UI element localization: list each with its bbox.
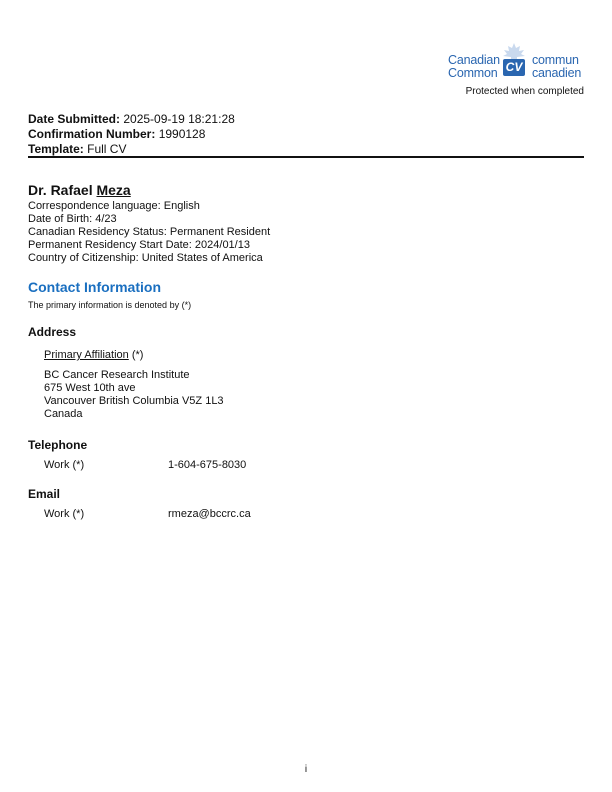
address-line: BC Cancer Research Institute [44,369,190,381]
primary-affiliation [44,349,143,361]
info-line: Canadian Residency Status: Permanent Resident [28,226,271,238]
telephone-row [44,459,247,471]
email-value: rmeza@bccrc.ca [168,508,251,520]
email-row [44,508,251,520]
page-number: i [304,764,308,775]
telephone-value: 1-604-675-8030 [168,459,247,471]
contact-info-heading: Contact Information [28,279,161,295]
template-value: Full CV [87,142,127,156]
logo-word-commun: commun [532,53,579,67]
submission-meta [28,112,235,157]
header-divider [28,156,584,158]
address-line: Vancouver British Columbia V5Z 1L3 [44,395,224,407]
canadian-common-cv-logo [448,42,588,86]
primary-note: The primary information is denoted by (*) [28,300,192,310]
address-line: Canada [44,408,83,420]
info-line: Date of Birth: 4/23 [28,213,117,225]
template-label: Template: [28,142,84,156]
logo-word-canadian: Canadian [448,53,500,67]
person-info [28,200,270,265]
primary-affiliation-label: Primary Affiliation [44,349,129,361]
primary-affiliation-mark: (*) [131,349,144,361]
person-surname: Meza [96,182,131,198]
date-submitted-label: Date Submitted: [28,112,121,126]
address-line: 675 West 10th ave [44,382,136,394]
info-line: Correspondence language: English [28,200,200,212]
person-name [28,182,131,198]
date-submitted-line [28,112,235,127]
confirmation-number-label: Confirmation Number: [28,127,156,141]
email-label: Work (*) [44,508,85,520]
date-submitted-value: 2025-09-19 18:21:28 [123,112,235,126]
protected-note: Protected when completed [465,86,584,97]
person-title-first: Dr. Rafael [28,182,93,198]
template-line [28,142,235,157]
logo-cv-mark: CV [503,59,525,76]
address-block [44,369,224,421]
info-line: Permanent Residency Start Date: 2024/01/13 [28,239,250,251]
logo-word-canadien: canadien [532,66,582,80]
telephone-label: Work (*) [44,459,85,471]
email-heading: Email [28,487,61,501]
info-line: Country of Citizenship: United States of America [28,252,263,264]
confirmation-number-value: 1990128 [158,127,206,141]
address-heading: Address [28,325,77,339]
telephone-heading: Telephone [28,438,88,452]
confirmation-number-line [28,127,235,142]
logo-word-common: Common [448,66,498,80]
